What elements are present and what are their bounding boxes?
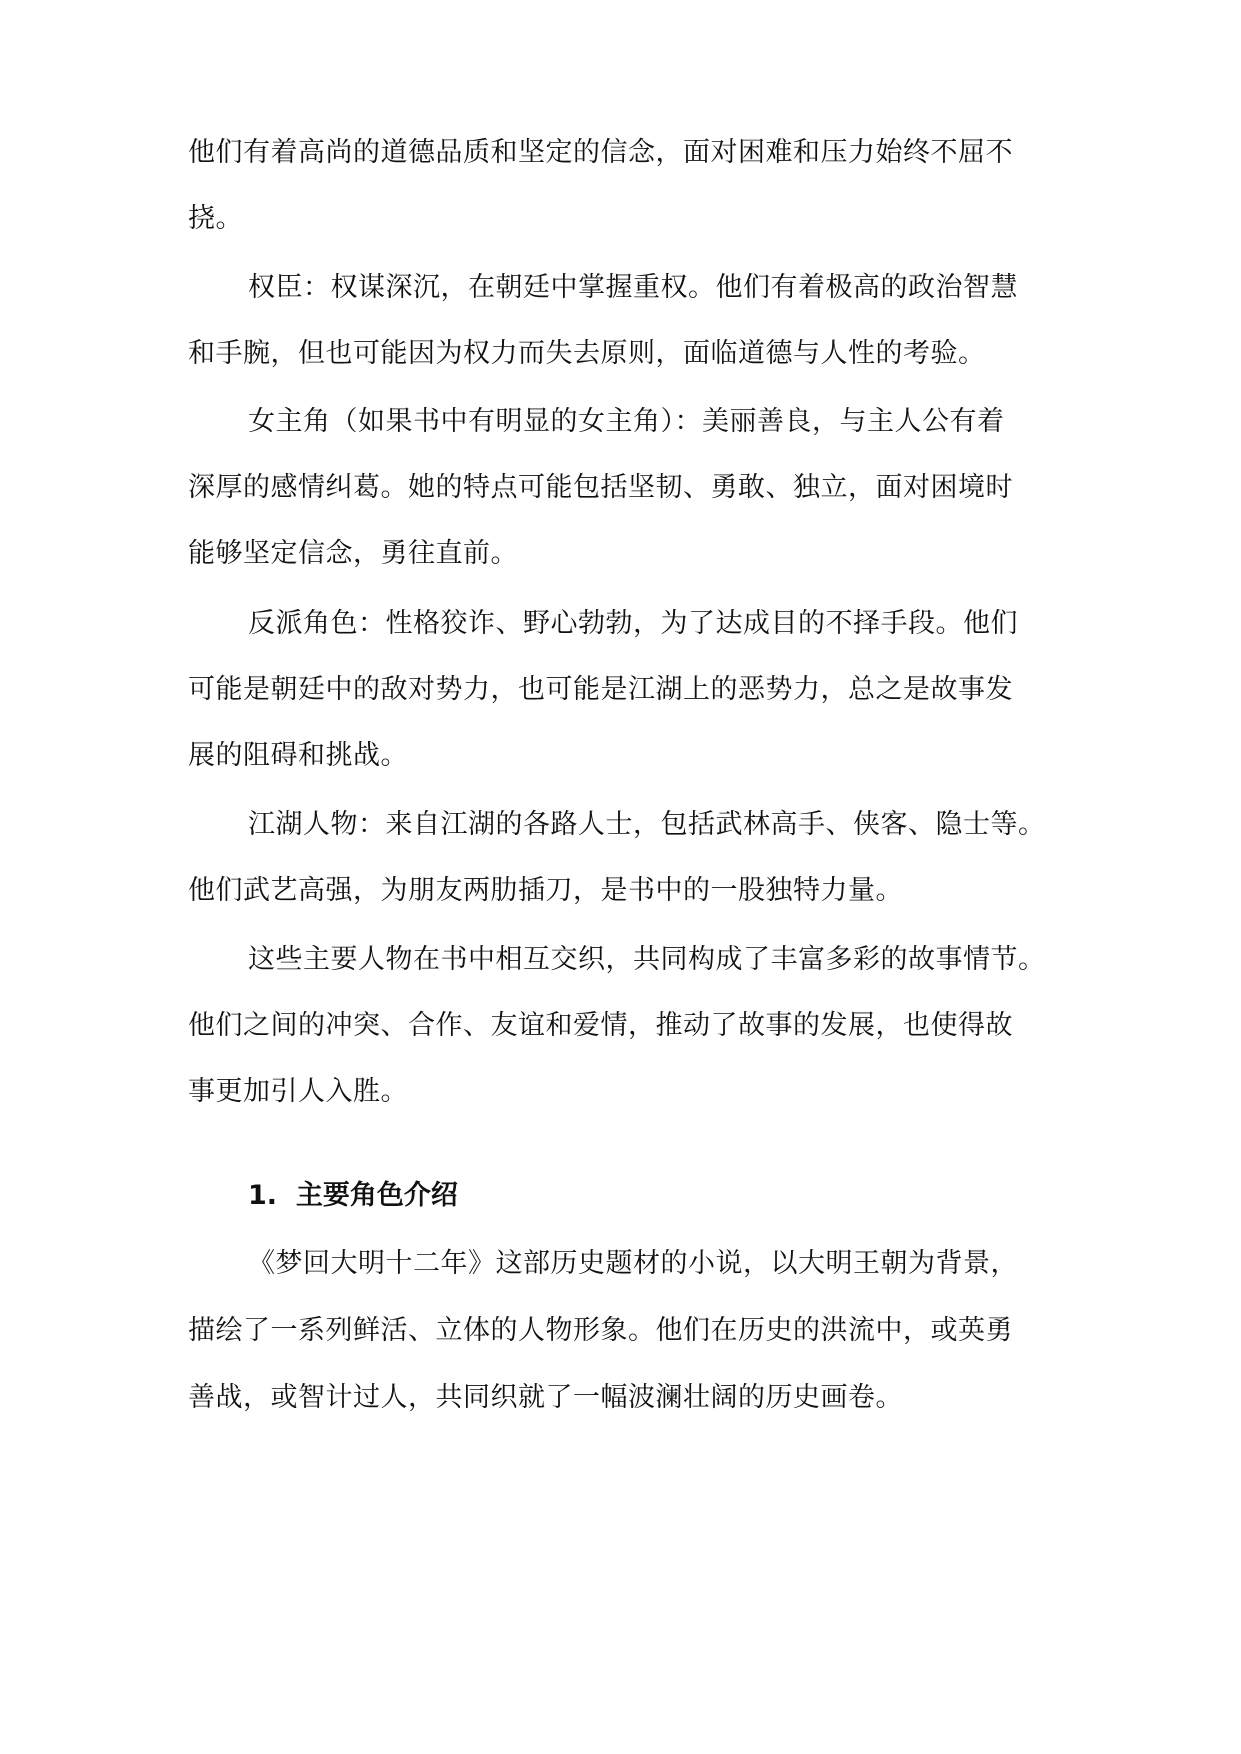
- paragraph-line: 他们之间的冲突、合作、友谊和爱情，推动了故事的发展，也使得故: [188, 1010, 1013, 1041]
- paragraph-line: 善战，或智计过人，共同织就了一幅波澜壮阔的历史画卷。: [188, 1382, 903, 1413]
- paragraph-line: 反派角色：性格狡诈、野心勃勃，为了达成目的不择手段。他们: [248, 608, 1018, 639]
- section-heading: [248, 1178, 458, 1214]
- paragraph-line: 展的阻碍和挑战。: [188, 740, 408, 771]
- paragraph-line: 江湖人物：来自江湖的各路人士，包括武林高手、侠客、隐士等。: [248, 809, 1046, 840]
- section-number: 1.: [248, 1180, 278, 1211]
- paragraph-line: 事更加引人入胜。: [188, 1076, 408, 1107]
- paragraph-line: 可能是朝廷中的敌对势力，也可能是江湖上的恶势力，总之是故事发: [188, 674, 1013, 705]
- paragraph-line: 挠。: [188, 203, 243, 234]
- paragraph-line: 他们武艺高强，为朋友两肋插刀，是书中的一股独特力量。: [188, 875, 903, 906]
- paragraph-line: 这些主要人物在书中相互交织，共同构成了丰富多彩的故事情节。: [248, 944, 1046, 975]
- paragraph-line: 女主角（如果书中有明显的女主角）：美丽善良，与主人公有着: [248, 406, 1005, 437]
- section-title: 主要角色介绍: [295, 1180, 458, 1211]
- paragraph-line: 他们有着高尚的道德品质和坚定的信念，面对困难和压力始终不屈不: [188, 137, 1013, 168]
- paragraph-line: 《梦回大明十二年》这部历史题材的小说，以大明王朝为背景，: [248, 1248, 1018, 1279]
- paragraph-line: 权臣：权谋深沉，在朝廷中掌握重权。他们有着极高的政治智慧: [248, 272, 1018, 303]
- paragraph-line: 能够坚定信念，勇往直前。: [188, 538, 518, 569]
- paragraph-line: 深厚的感情纠葛。她的特点可能包括坚韧、勇敢、独立，面对困境时: [188, 472, 1013, 503]
- paragraph-line: 描绘了一系列鲜活、立体的人物形象。他们在历史的洪流中，或英勇: [188, 1315, 1013, 1346]
- paragraph-line: 和手腕，但也可能因为权力而失去原则，面临道德与人性的考验。: [188, 338, 986, 369]
